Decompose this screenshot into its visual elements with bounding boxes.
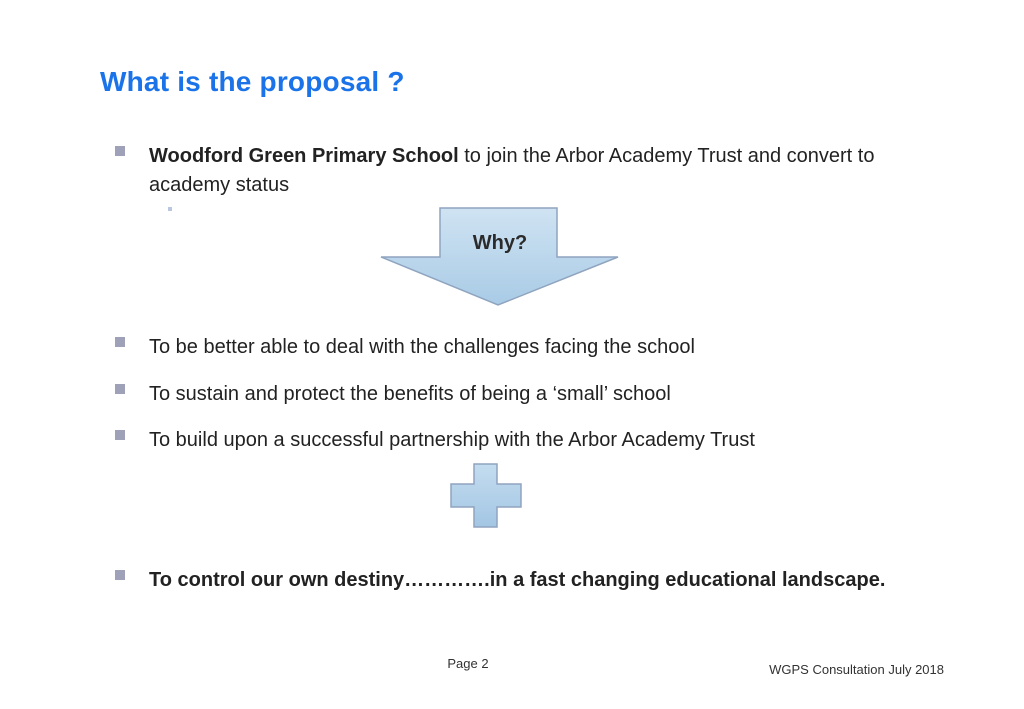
page-number: Page 2 xyxy=(447,656,489,671)
down-arrow-shape xyxy=(381,208,618,305)
reason-text: To be better able to deal with the challenges facing the school xyxy=(149,336,695,358)
reason-text: To build upon a successful partnership with the Arbor Academy Trust xyxy=(149,429,755,451)
school-name: Woodford Green Primary School xyxy=(149,145,459,167)
reason-item xyxy=(115,380,949,409)
intro-rest: to join the Arbor Academy Trust and convert to academy status xyxy=(149,145,875,196)
bullet-square-icon xyxy=(115,570,125,580)
why-label: Why? xyxy=(472,232,528,254)
bullet-square-icon xyxy=(115,384,125,394)
bullet-square-icon xyxy=(115,337,125,347)
reason-item xyxy=(115,426,949,455)
conclusion-text: To control our own destiny………….in a fast changing educational landscape. xyxy=(149,569,886,591)
bullet-square-icon xyxy=(115,430,125,440)
footer-note: WGPS Consultation July 2018 xyxy=(769,662,944,677)
reason-text: To sustain and protect the benefits of being a ‘small’ school xyxy=(149,383,671,405)
reason-item xyxy=(115,333,949,362)
slide-title: What is the proposal ? xyxy=(100,66,405,97)
conclusion-bullet xyxy=(115,566,949,595)
plus-icon xyxy=(451,464,521,527)
